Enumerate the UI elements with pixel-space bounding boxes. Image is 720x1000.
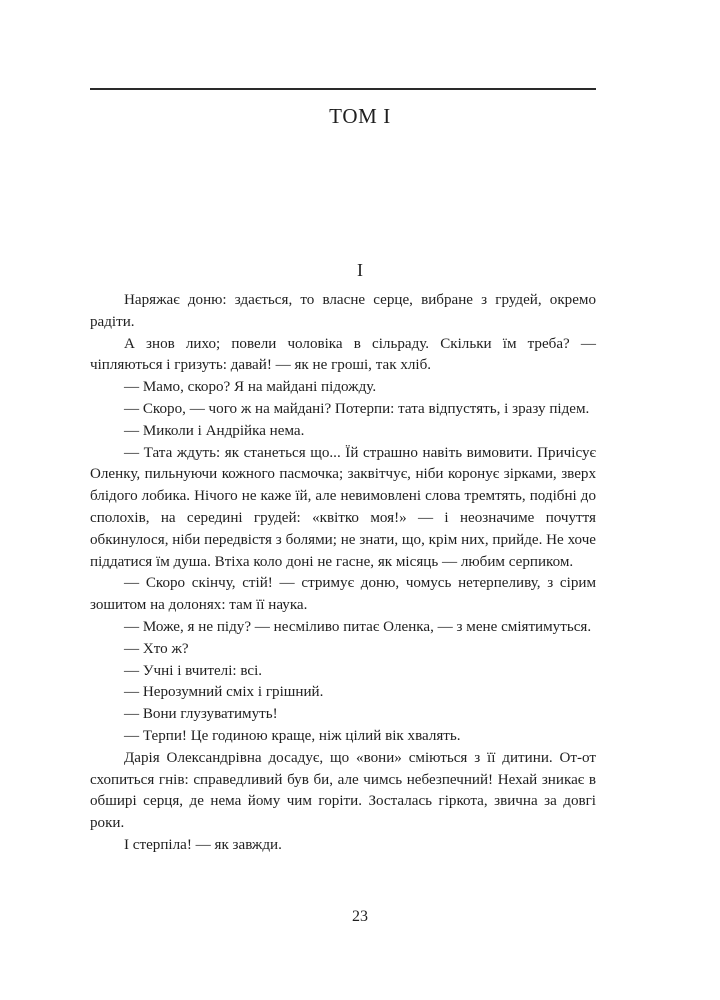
paragraph: — Мамо, скоро? Я на майдані підожду. (124, 379, 377, 396)
paragraph: — Може, я не піду? — несміливо питає Оленка, — з мене сміятимуться. (124, 618, 592, 635)
paragraph: — Скоро, — чого ж на майдані? Потерпи: тата відпустять, і зразу підем. (124, 400, 590, 417)
page-number: 23 (352, 908, 368, 925)
paragraph: — Вони глузуватимуть! (124, 706, 278, 723)
paragraph: — Хто ж? (124, 640, 189, 657)
paragraph: А знов лихо; повели чоловіка в сільраду. Скільки їм треба? — чіпляються і гризуть: давай! — як не гроші, так хліб. (90, 335, 596, 374)
paragraph: — Тата ждуть: як станеться що... Їй страшно навіть вимовити. Причісує Оленку, пильнуючи кожного пасмочка; заквітчує, ніби коронує зірками, зверх блідого лобика. Нічого не каже їй, але невимовлені слова тремтять, подібні до сполохів, на середині грудей: «квітко моя!» — і неозначиме почуття обкинулося, ніби передвістя з болями; не знати, що, крім них, прийде. Не хоче піддатися їм душа. Втіха коло доні не гасне, як місяць — любим серпиком. (90, 444, 596, 570)
chapter-number: I (357, 260, 363, 280)
paragraph: — Скоро скінчу, стій! — стримує доню, чомусь нетерпеливу, з сірим зошитом на долонях: там її наука. (90, 575, 596, 614)
paragraph: — Учні і вчителі: всі. (124, 662, 263, 679)
volume-title: ТОМ І (329, 104, 391, 128)
paragraph: — Нерозумний сміх і грішний. (124, 684, 324, 701)
paragraph: — Миколи і Андрійка нема. (124, 422, 305, 439)
text-body (90, 290, 596, 857)
header-rule (90, 88, 596, 90)
paragraph: — Терпи! Це годиною краще, ніж цілий вік хвалять. (124, 727, 461, 744)
paragraph: І стерпіла! — як завжди. (124, 836, 282, 853)
paragraph: Дарія Олександрівна досадує, що «вони» сміються з її дитини. От-от схопиться гнів: справедливий був би, але чимсь небезпечний! Нехай зникає в обширі серця, де нема йому чим горіти. Зосталась гіркота, звична за довгі роки. (90, 749, 596, 832)
paragraph: Наряжає доню: здається, то власне серце, вибране з грудей, окремо радіти. (90, 292, 596, 330)
